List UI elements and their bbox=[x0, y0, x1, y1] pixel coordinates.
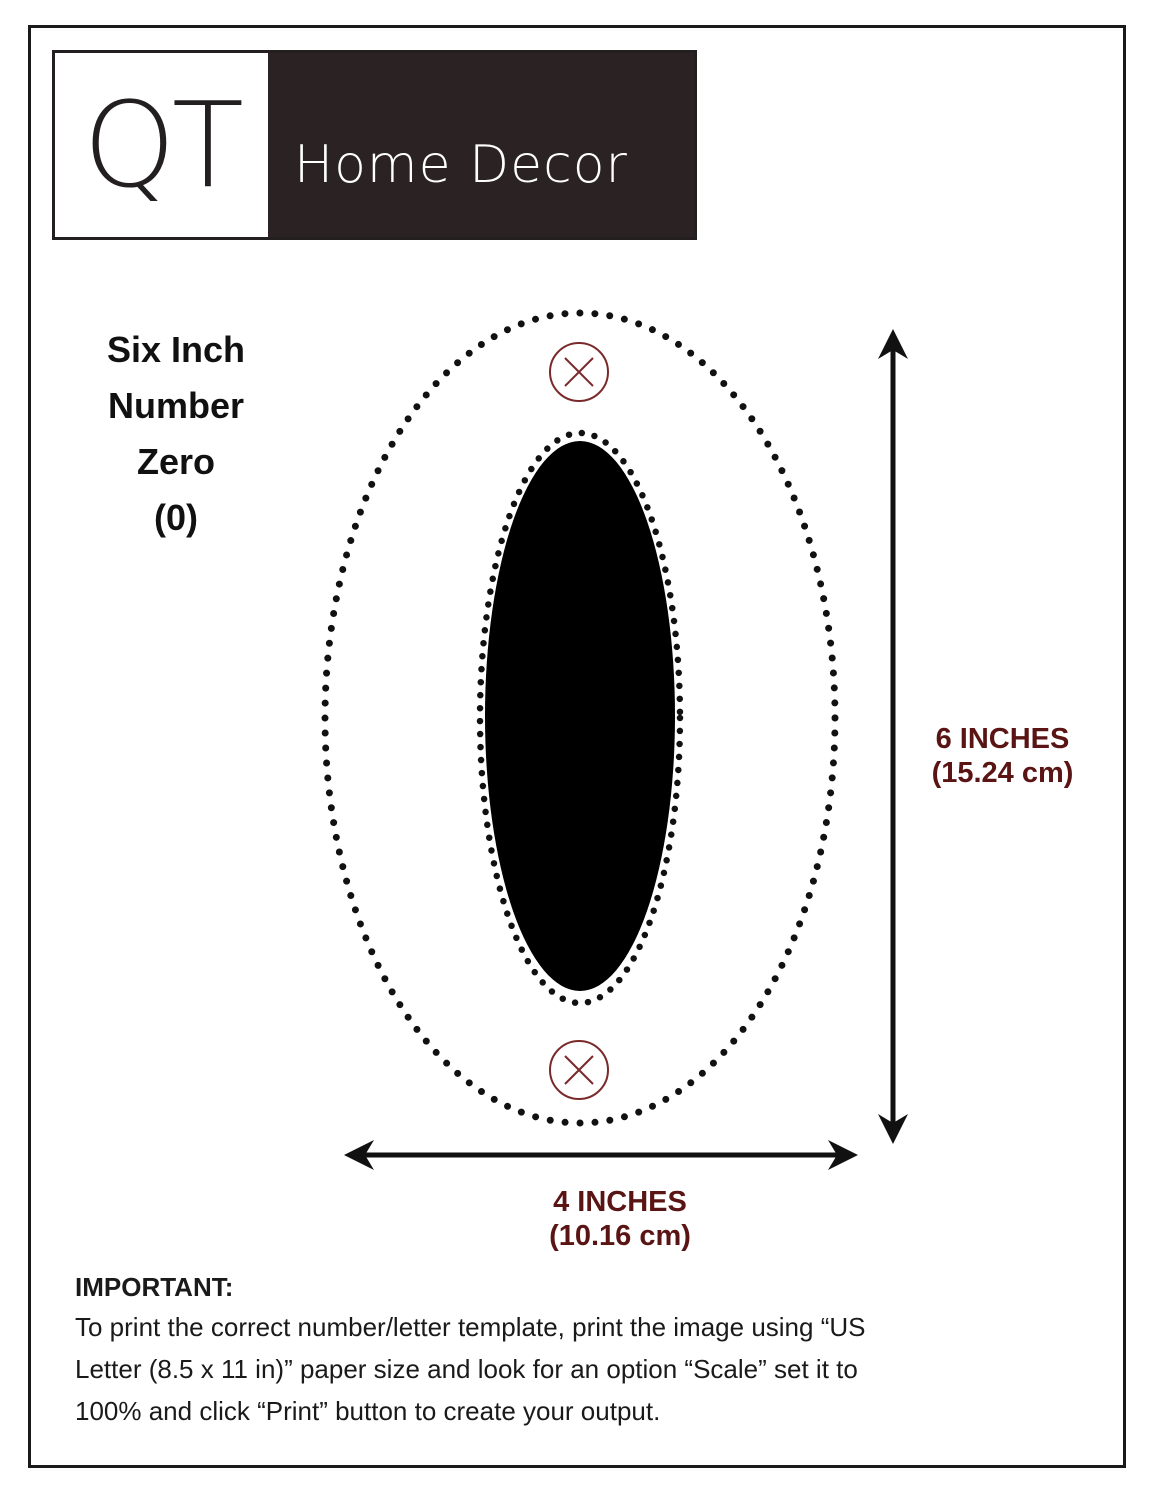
title-line-2: Number bbox=[107, 385, 245, 426]
title-line-4: (0) bbox=[154, 497, 198, 538]
bottom-hole-marker bbox=[550, 1041, 608, 1099]
title-line-3: Zero bbox=[136, 441, 215, 482]
width-centimeters: (10.16 cm) bbox=[549, 1220, 691, 1252]
note-line-2: Letter (8.5 x 11 in)” paper size and look for an option “Scale” set it to bbox=[75, 1354, 858, 1384]
height-dimension-label bbox=[910, 722, 1095, 790]
width-dimension-label bbox=[520, 1185, 720, 1253]
width-inches: 4 INCHES bbox=[553, 1186, 687, 1218]
note-heading: IMPORTANT: bbox=[75, 1272, 234, 1302]
title-line-1: Six Inch bbox=[106, 329, 246, 370]
height-inches: 6 INCHES bbox=[935, 723, 1070, 755]
note-line-3: 100% and click “Print” button to create your output. bbox=[75, 1396, 661, 1426]
brand-mark: QT bbox=[55, 53, 268, 237]
note-line-1: To print the correct number/letter template, print the image using “US bbox=[75, 1312, 866, 1342]
top-hole-marker bbox=[550, 343, 608, 401]
inner-counter-shape bbox=[485, 441, 675, 991]
print-instructions bbox=[75, 1268, 1095, 1432]
height-centimeters: (15.24 cm) bbox=[931, 757, 1074, 789]
brand-name: Home Decor bbox=[268, 53, 694, 237]
